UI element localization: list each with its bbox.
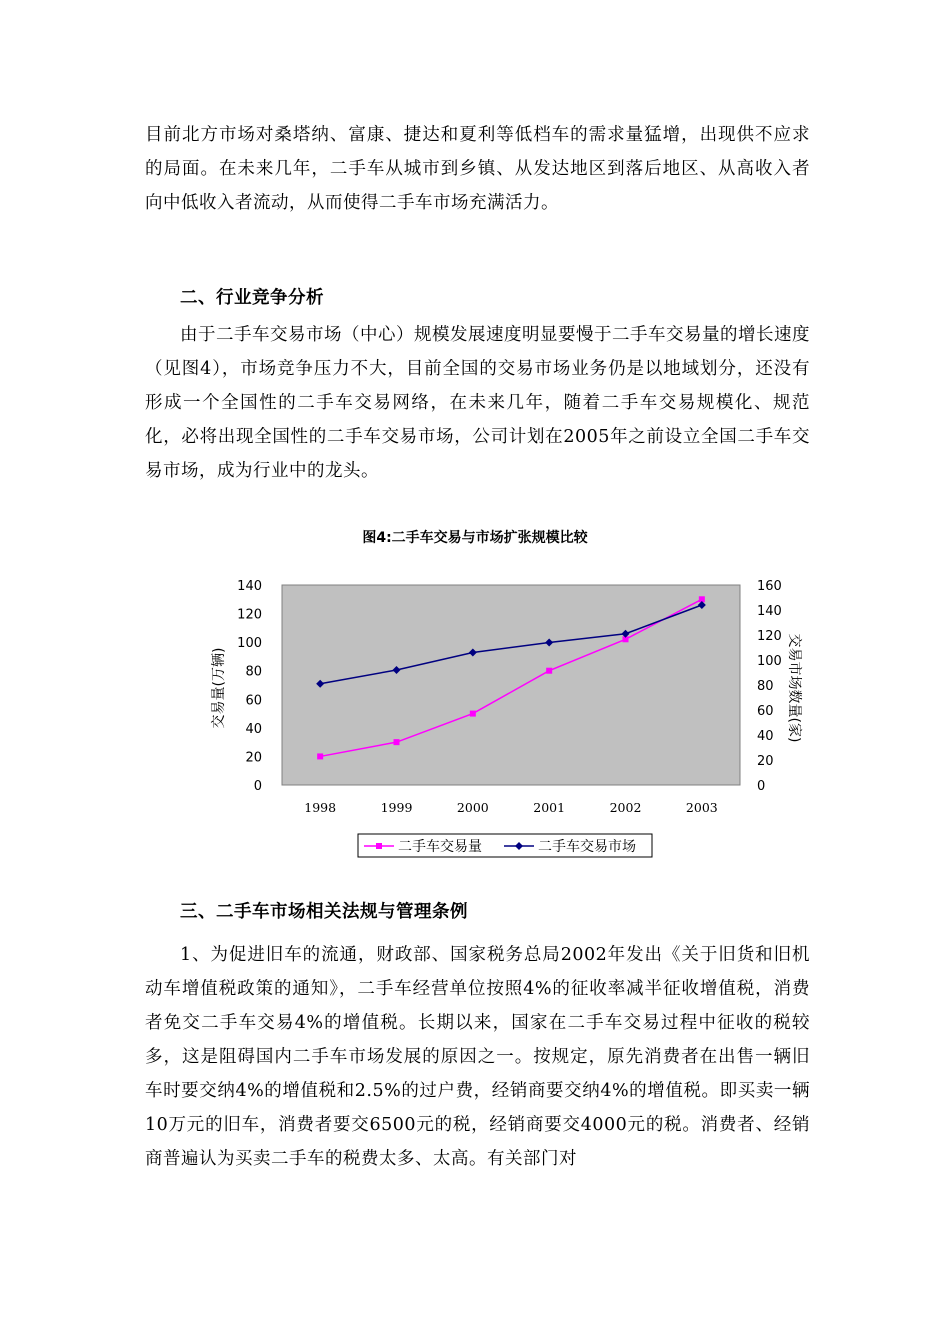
left-tick-label: 120 [237, 607, 262, 623]
left-tick-label: 80 [245, 664, 262, 680]
right-axis-label: 交易市场数量(家) [786, 633, 802, 743]
paragraph-market-vitality: 目前北方市场对桑塔纳、富康、捷达和夏利等低档车的需求量猛增，出现供不应求的局面。在未来几年，二手车从城市到乡镇、从发达地区到落后地区、从高收入者向中低收入者流动，从而使得二手车市场充满活力。 [145, 125, 810, 213]
data-point-volume [470, 711, 476, 717]
left-tick-label: 20 [245, 750, 262, 766]
legend-label-volume: 二手车交易量 [398, 839, 482, 855]
x-tick-label: 2003 [685, 800, 718, 815]
x-tick-label: 1998 [304, 800, 337, 815]
x-tick-label: 2000 [456, 800, 489, 815]
paragraph-tax-policy: 1、为促进旧车的流通，财政部、国家税务总局2002年发出《关于旧货和旧机动车增值税政策的通知》，二手车经营单位按照4%的征收率减半征收增值税，消费者免交二手车交易4%的增值税。长期以来，国家在二手车交易过程中征收的税较多，这是阻碍国内二手车市场发展的原因之一。按规定，原先消费者在出售一辆旧车时要交纳4%的增值税和2.5%的过户费，经销商要交纳4%的增值税。即买卖一辆10万元的旧车，消费者要交6500元的税，经销商要交4000元的税。消费者、经销商普遍认为买卖二手车的税费太多、太高。有关部门对 [145, 945, 810, 1169]
right-tick-label: 140 [757, 604, 782, 619]
right-tick-label: 40 [757, 729, 774, 744]
right-tick-label: 100 [757, 654, 782, 669]
left-axis-label: 交易量(万辆) [211, 647, 227, 729]
paragraph-competition-analysis: 由于二手车交易市场（中心）规模发展速度明显要慢于二手车交易量的增长速度（见图4），市场竞争压力不大，目前全国的交易市场业务仍是以地域划分，还没有形成一个全国性的二手车交易网络，在未来几年，随着二手车交易规模化、规范化，必将出现全国性的二手车交易市场，公司计划在2005年之前设立全国二手车交易市场，成为行业中的龙头。 [145, 325, 810, 481]
left-tick-label: 100 [237, 636, 262, 652]
right-tick-label: 80 [757, 679, 774, 694]
right-tick-label: 20 [757, 754, 774, 769]
x-tick-label: 2001 [533, 800, 566, 815]
x-tick-label: 1999 [380, 800, 413, 815]
right-tick-label: 160 [757, 579, 782, 594]
section-heading-competition: 二、行业竞争分析 [180, 288, 324, 308]
x-tick-label: 2002 [609, 800, 642, 815]
left-tick-label: 60 [245, 693, 262, 709]
left-tick-label: 40 [245, 721, 262, 737]
legend-marker-volume [376, 843, 382, 849]
data-point-volume [394, 739, 400, 745]
chart-title: 图4:二手车交易与市场扩张规模比较 [362, 530, 588, 546]
right-tick-label: 0 [757, 779, 766, 794]
section-heading-regulations: 三、二手车市场相关法规与管理条例 [180, 902, 468, 922]
legend-label-markets: 二手车交易市场 [538, 839, 636, 855]
data-point-volume [546, 668, 552, 674]
right-tick-label: 60 [757, 704, 774, 719]
left-tick-label: 0 [253, 779, 262, 794]
data-point-volume [317, 753, 323, 759]
right-tick-label: 120 [757, 629, 782, 644]
left-tick-label: 140 [237, 579, 262, 594]
